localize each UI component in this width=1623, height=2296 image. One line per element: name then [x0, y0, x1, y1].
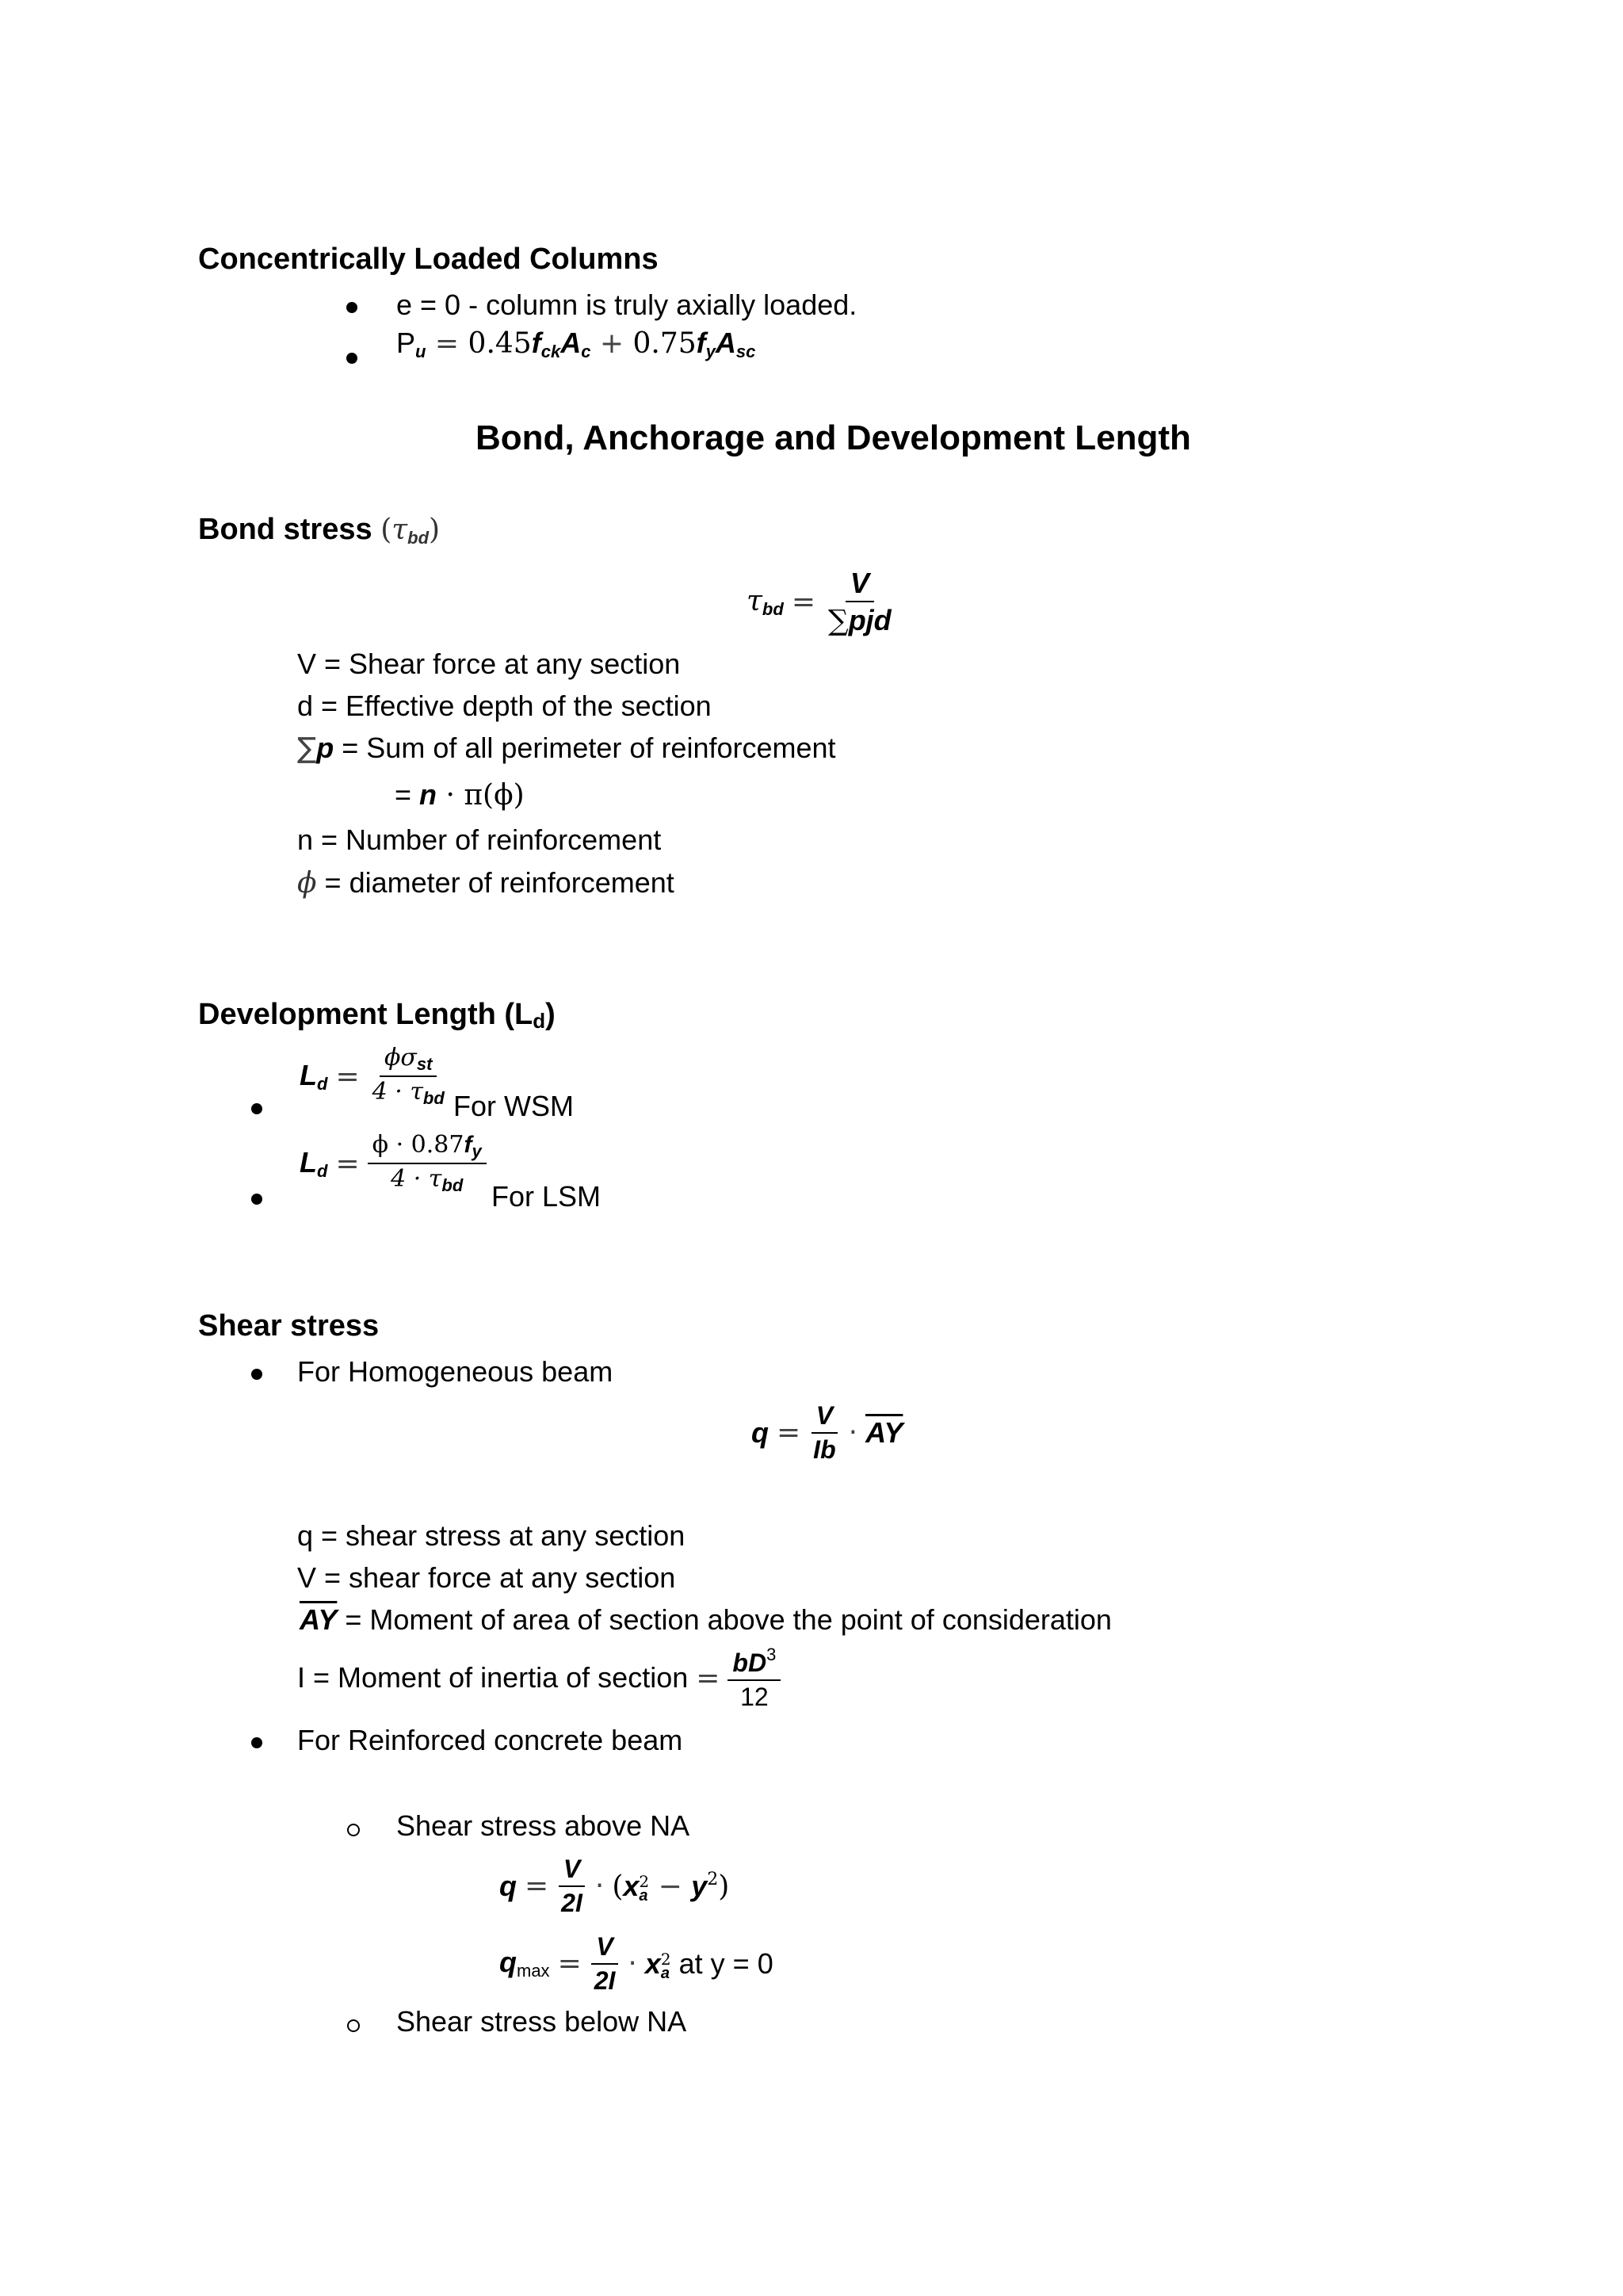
ld-lsm-formula: $L_d$ = $\frac{\phi \cdot 0.87f_y}{4 \cdot \tau_{bd}}$ — [300, 1132, 487, 1196]
formula-part: L — [300, 1058, 317, 1091]
formula-part: a — [660, 1964, 670, 1982]
phi-symbol: ϕ — [297, 867, 317, 900]
columns-bullet-text: e = 0 - column is truly axially loaded. — [396, 288, 857, 321]
columns-heading: Concentrically Loaded Columns — [198, 243, 659, 276]
formula-part: st — [416, 1054, 433, 1074]
formula-part: d — [317, 1160, 328, 1181]
formula-part: f — [464, 1132, 472, 1158]
var-p: p — [316, 732, 334, 764]
formula-part: y — [705, 342, 716, 361]
shear-max-formula: qmax = $\frac{V}{2I}$ · x 2 a at y = 0 — [499, 1932, 773, 1995]
formula-numerator: bD — [732, 1648, 767, 1677]
formula-part: L — [300, 1145, 317, 1179]
formula-part: A — [715, 327, 736, 359]
formula-part: 0.45 — [468, 327, 532, 360]
homogeneous-label: For Homogeneous beam — [297, 1355, 613, 1388]
section-title: Bond, Anchorage and Development Length — [475, 418, 1191, 457]
def-text: = Moment of area of section above the point of consideration — [337, 1603, 1112, 1636]
formula-part: f — [531, 327, 541, 359]
formula-numerator: ϕσ — [384, 1044, 417, 1072]
formula-part: u — [415, 342, 426, 361]
formula-tail: at y = 0 — [678, 1946, 773, 1980]
formula-part: y — [472, 1141, 482, 1161]
sub-bullet — [347, 1824, 360, 1836]
columns-formula: $P_u = 0.45f_{ck}A_c + 0.75f_yA_{sc}$ — [396, 327, 756, 361]
def-line-equation — [395, 778, 525, 812]
formula-denominator: pjd — [848, 604, 892, 637]
bond-stress-heading: Bond stress $(\tau_{bd})$ — [198, 513, 441, 548]
formula-part: d — [317, 1073, 328, 1094]
heading-sub: d — [533, 1009, 546, 1033]
bond-stress-formula: $\tau_{bd}$ = $\frac{V}{\text{∑pjd}}$ — [747, 567, 892, 638]
def-line: V = Shear force at any section — [297, 648, 681, 680]
ld-lsm-label: For LSM — [491, 1180, 601, 1213]
rcc-label: For Reinforced concrete beam — [297, 1724, 683, 1756]
ay-symbol: $\overline{AY}$ — [300, 1603, 338, 1636]
var-n: n — [419, 778, 437, 811]
def-text: = Sum of all perimeter of reinforcement — [334, 732, 836, 764]
tau-sub: bd — [407, 528, 430, 548]
eq-prefix: = — [395, 778, 420, 811]
formula-part: bd — [422, 1088, 445, 1109]
ld-wsm-label: For WSM — [453, 1090, 574, 1122]
formula-denominator: 12 — [740, 1682, 769, 1711]
formula-part: a — [639, 1886, 648, 1904]
formula-part: y — [691, 1869, 708, 1902]
formula-denominator: 2I — [594, 1966, 616, 1995]
sum-symbol: ∑ — [297, 732, 317, 765]
formula-part: x — [623, 1869, 640, 1902]
formula-part: bd — [762, 598, 784, 619]
formula-part: 2 — [639, 1871, 650, 1891]
formula-part: $\overline{AY}$ — [865, 1415, 903, 1449]
def-line: d = Effective depth of the section — [297, 690, 712, 722]
formula-part: x — [644, 1946, 661, 1980]
formula-part: c — [581, 342, 591, 361]
def-line-inertia: I = Moment of inertia of section = $\frac{bD^3}{12}$ — [297, 1645, 781, 1712]
def-text: = diameter of reinforcement — [316, 866, 674, 899]
ld-wsm-formula: $L_d$ = $\frac{\phi\sigma_{st}}{4 \cdot \tau_{bd}}$ — [300, 1044, 445, 1109]
shear-homog-formula: q = $\frac{V}{Ib}$ · $\overline{AY}$ — [751, 1401, 903, 1464]
def-line: q = shear stress at any section — [297, 1519, 685, 1552]
formula-part: τ — [747, 584, 762, 617]
bullet — [251, 1194, 262, 1205]
formula-part: bd — [441, 1175, 464, 1196]
shear-heading: Shear stress — [198, 1309, 380, 1343]
formula-part: max — [517, 1961, 550, 1981]
formula-part: q — [499, 1946, 517, 1979]
formula-part: 2 — [660, 1949, 671, 1969]
bullet — [251, 1737, 262, 1748]
eq-rest: · π(ϕ) — [437, 779, 525, 812]
formula-part: f — [696, 327, 706, 359]
heading-text: Bond stress — [198, 513, 372, 546]
heading-close: ) — [545, 998, 556, 1031]
formula-numerator: V — [591, 1932, 617, 1965]
formula-denominator: 4 · τ — [372, 1078, 423, 1106]
formula-part: q — [751, 1415, 769, 1449]
development-heading — [198, 998, 556, 1033]
formula-numerator: V — [846, 567, 874, 602]
def-line-sum — [297, 732, 836, 765]
bullet — [346, 353, 357, 364]
def-text: I = Moment of inertia of section — [297, 1661, 689, 1694]
formula-denominator: 4 · τ — [391, 1165, 442, 1194]
sub-bullet — [347, 2019, 360, 2032]
formula-part: q — [499, 1869, 517, 1902]
def-line-ay — [300, 1603, 1112, 1637]
formula-part: 0.75 — [632, 327, 697, 360]
formula-part: ck — [540, 342, 561, 361]
bullet — [251, 1369, 262, 1380]
formula-part: sc — [735, 342, 756, 361]
def-line-phi — [297, 866, 674, 900]
bullet — [346, 302, 357, 313]
tau-symbol: τ — [391, 514, 408, 546]
above-na-label: Shear stress above NA — [396, 1809, 690, 1842]
below-na-label: Shear stress below NA — [396, 2005, 687, 2038]
formula-part: 3 — [766, 1645, 777, 1664]
def-line: V = shear force at any section — [297, 1561, 676, 1594]
sum-symbol: ∑ — [827, 605, 849, 638]
formula-denominator: 2I — [561, 1888, 582, 1917]
heading-text: Development Length (L — [198, 998, 533, 1031]
shear-above-formula: q = $\frac{V}{2I}$ · (x 2 a − $y^2$) — [499, 1855, 730, 1917]
formula-part: P — [396, 327, 416, 359]
formula-part: A — [560, 327, 582, 359]
formula-numerator: V — [559, 1855, 585, 1887]
formula-numerator: ϕ · 0.87 — [372, 1131, 464, 1159]
formula-numerator: V — [812, 1401, 838, 1434]
def-line: n = Number of reinforcement — [297, 823, 662, 856]
formula-denominator: Ib — [813, 1435, 836, 1464]
bullet — [251, 1103, 262, 1114]
